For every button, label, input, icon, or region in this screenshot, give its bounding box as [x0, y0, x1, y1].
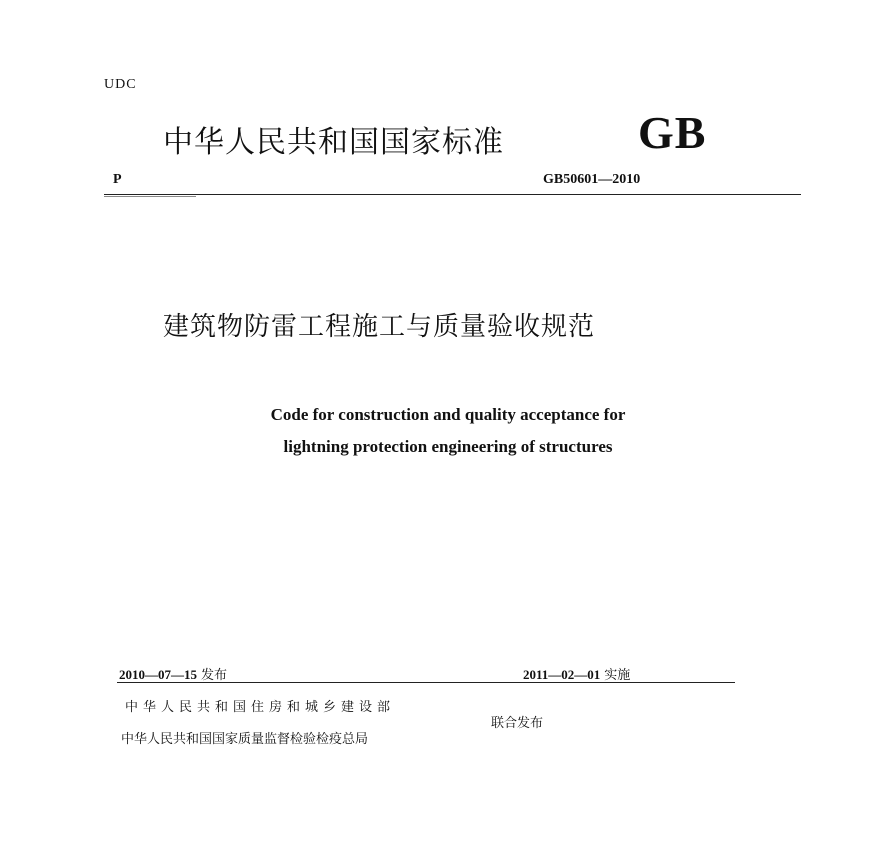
- issuer-ministry: 中华人民共和国住房和城乡建设部: [125, 700, 396, 715]
- udc-label: UDC: [104, 77, 137, 92]
- implementation-label: 实施: [604, 668, 631, 683]
- header-divider-accent: [104, 196, 196, 197]
- joint-issue-label: 联合发布: [491, 716, 544, 731]
- national-standard-title: 中华人民共和国国家标准: [163, 125, 504, 160]
- footer-divider: [117, 682, 735, 683]
- implementation-date: 2011—02—01: [523, 667, 601, 682]
- chinese-title: 建筑物防雷工程施工与质量验收规范: [163, 312, 596, 342]
- classification-code: P: [113, 172, 122, 187]
- issue-date: 2010—07—15: [119, 667, 197, 682]
- issue-label: 发布: [201, 668, 228, 683]
- header-divider: [104, 194, 801, 195]
- issuer-aqsiq: 中华人民共和国国家质量监督检验检疫总局: [121, 732, 369, 747]
- standard-number: GB50601—2010: [543, 172, 641, 187]
- implementation-date-block: [523, 664, 630, 683]
- english-title-line-2: lightning protection engineering of structures: [283, 437, 613, 456]
- gb-mark: GB: [638, 107, 707, 158]
- issue-date-block: [119, 664, 227, 683]
- english-title-line-1: Code for construction and quality acceptance for: [270, 405, 626, 424]
